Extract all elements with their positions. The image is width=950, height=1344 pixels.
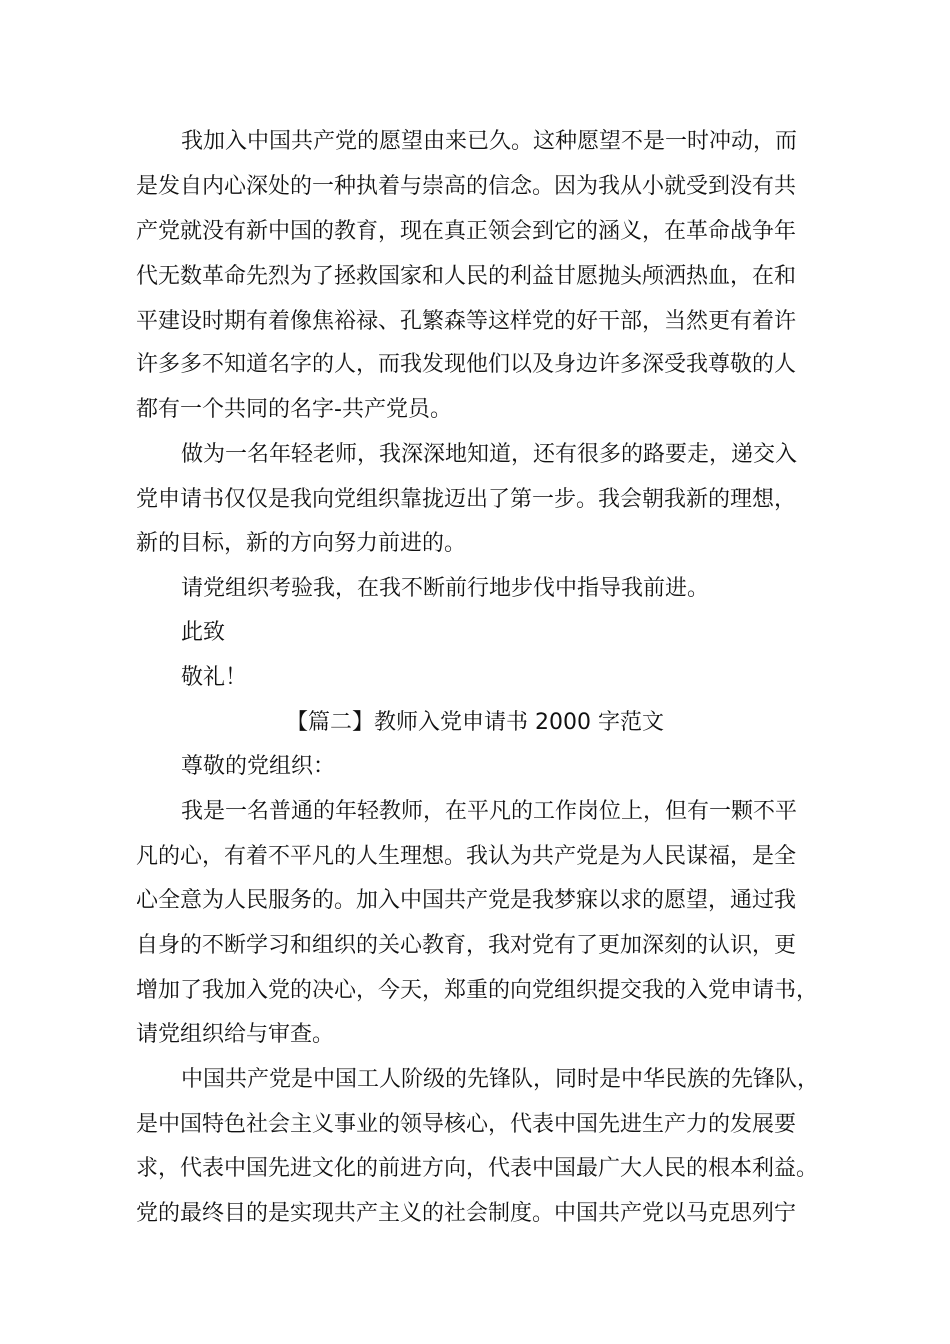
- paragraph-line: 请党组织考验我，在我不断前行地步伐中指导我前进。: [181, 576, 710, 601]
- paragraph-line: 增加了我加入党的决心，今天，郑重的向党组织提交我的入党申请书，: [136, 978, 819, 1003]
- paragraph-line: 产党就没有新中国的教育，现在真正领会到它的涵义，在革命战争年: [136, 219, 797, 244]
- paragraph-line: 中国共产党是中国工人阶级的先锋队，同时是中华民族的先锋队，: [181, 1067, 820, 1092]
- paragraph-line: 凡的心，有着不平凡的人生理想。我认为共产党是为人民谋福，是全: [136, 844, 797, 869]
- paragraph-line: 新的目标，新的方向努力前进的。: [136, 531, 467, 556]
- closing-line: 此致: [181, 620, 226, 645]
- paragraph-line: 许多多不知道名字的人，而我发现他们以及身边许多深受我尊敬的人: [136, 352, 797, 377]
- paragraph-line: 自身的不断学习和组织的关心教育，我对党有了更加深刻的认识，更: [136, 933, 797, 958]
- greeting-line: 尊敬的党组织：: [181, 754, 336, 779]
- paragraph-line: 都有一个共同的名字-共产党员。: [136, 397, 452, 422]
- paragraph-line: 是发自内心深处的一种执着与崇高的信念。因为我从小就受到没有共: [136, 174, 797, 199]
- salutation-line: 敬礼！: [181, 665, 248, 690]
- paragraph-line: 平建设时期有着像焦裕禄、孔繁森等这样党的好干部，当然更有着许: [136, 309, 797, 334]
- paragraph-line: 求，代表中国先进文化的前进方向，代表中国最广大人民的根本利益。: [136, 1156, 819, 1181]
- paragraph-line: 我加入中国共产党的愿望由来已久。这种愿望不是一时冲动，而: [181, 129, 798, 154]
- paragraph-line: 是中国特色社会主义事业的领导核心，代表中国先进生产力的发展要: [136, 1112, 797, 1137]
- section-heading: 【篇二】教师入党申请书 2000 字范文: [286, 710, 664, 735]
- paragraph-line: 做为一名年轻老师，我深深地知道，还有很多的路要走，递交入: [181, 442, 798, 467]
- paragraph-line: 请党组织给与审查。: [136, 1022, 335, 1047]
- paragraph-line: 党的最终目的是实现共产主义的社会制度。中国共产党以马克思列宁: [136, 1201, 797, 1226]
- paragraph-line: 我是一名普通的年轻教师，在平凡的工作岗位上，但有一颗不平: [181, 799, 798, 824]
- paragraph-line: 党申请书仅仅是我向党组织靠拢迈出了第一步。我会朝我新的理想，: [136, 487, 797, 512]
- paragraph-line: 心全意为人民服务的。加入中国共产党是我梦寐以求的愿望，通过我: [136, 888, 797, 913]
- paragraph-line: 代无数革命先烈为了拯救国家和人民的利益甘愿抛头颅洒热血，在和: [136, 264, 797, 289]
